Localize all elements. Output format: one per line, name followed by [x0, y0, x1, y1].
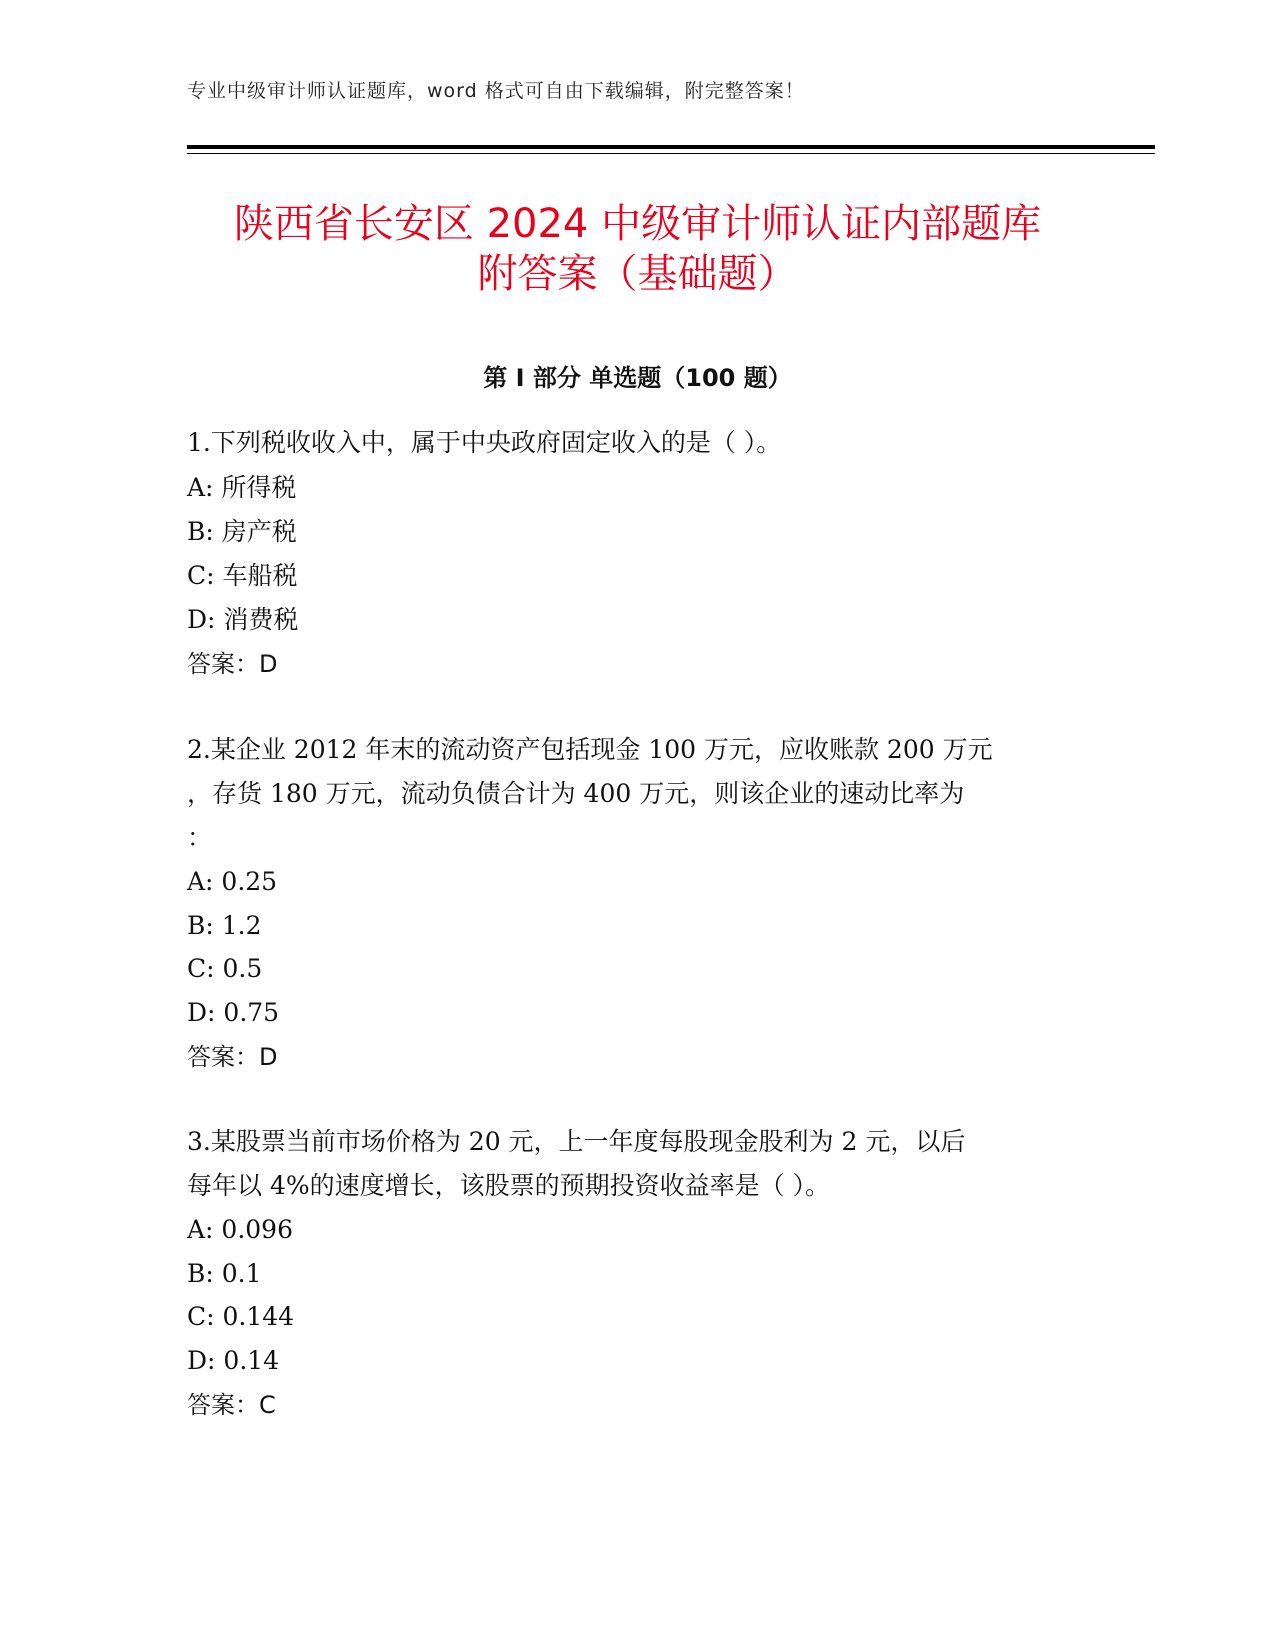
section-title: 第 I 部分 单选题（100 题） — [483, 364, 792, 392]
question-3-stem-line-2: 每年以 4%的速度增长，该股票的预期投资收益率是（ ）。 — [187, 1171, 831, 1200]
question-1-option-a: A: 所得税 — [187, 473, 297, 502]
question-1-option-c: C: 车船税 — [187, 561, 298, 590]
question-1-stem: 1.下列税收收入中，属于中央政府固定收入的是（ ）。 — [187, 428, 782, 457]
question-2-option-d: D: 0.75 — [187, 998, 280, 1027]
document-title-line-2: 附答案（基础题） — [477, 251, 798, 297]
question-2-stem-line-2: ，存货 180 万元，流动负债合计为 400 万元，则该企业的速动比率为 — [187, 779, 965, 808]
header-note: 专业中级审计师认证题库，word 格式可自由下载编辑，附完整答案！ — [187, 80, 805, 102]
question-3-option-a: A: 0.096 — [187, 1215, 293, 1244]
question-1-option-b: B: 房产税 — [187, 517, 297, 546]
question-3-answer: 答案：C — [187, 1391, 276, 1419]
question-1-answer: 答案：D — [187, 650, 278, 678]
question-2-option-b: B: 1.2 — [187, 911, 262, 940]
question-3-option-c: C: 0.144 — [187, 1302, 295, 1331]
question-3-stem-line-1: 3.某股票当前市场价格为 20 元，上一年度每股现金股利为 2 元，以后 — [187, 1127, 966, 1156]
question-2-answer: 答案：D — [187, 1043, 278, 1071]
question-3-option-b: B: 0.1 — [187, 1259, 262, 1288]
header-rule-thick — [187, 145, 1155, 149]
question-2-stem-line-3: ： — [187, 823, 213, 852]
question-2-option-c: C: 0.5 — [187, 954, 263, 983]
question-3-option-d: D: 0.14 — [187, 1346, 280, 1375]
header-rule-thin — [187, 153, 1155, 154]
document-title-line-1: 陕西省长安区 2024 中级审计师认证内部题库 — [233, 201, 1042, 247]
question-2-stem-line-1: 2.某企业 2012 年末的流动资产包括现金 100 万元，应收账款 200 万元 — [187, 735, 993, 764]
question-1-option-d: D: 消费税 — [187, 605, 299, 634]
question-2-option-a: A: 0.25 — [187, 867, 278, 896]
